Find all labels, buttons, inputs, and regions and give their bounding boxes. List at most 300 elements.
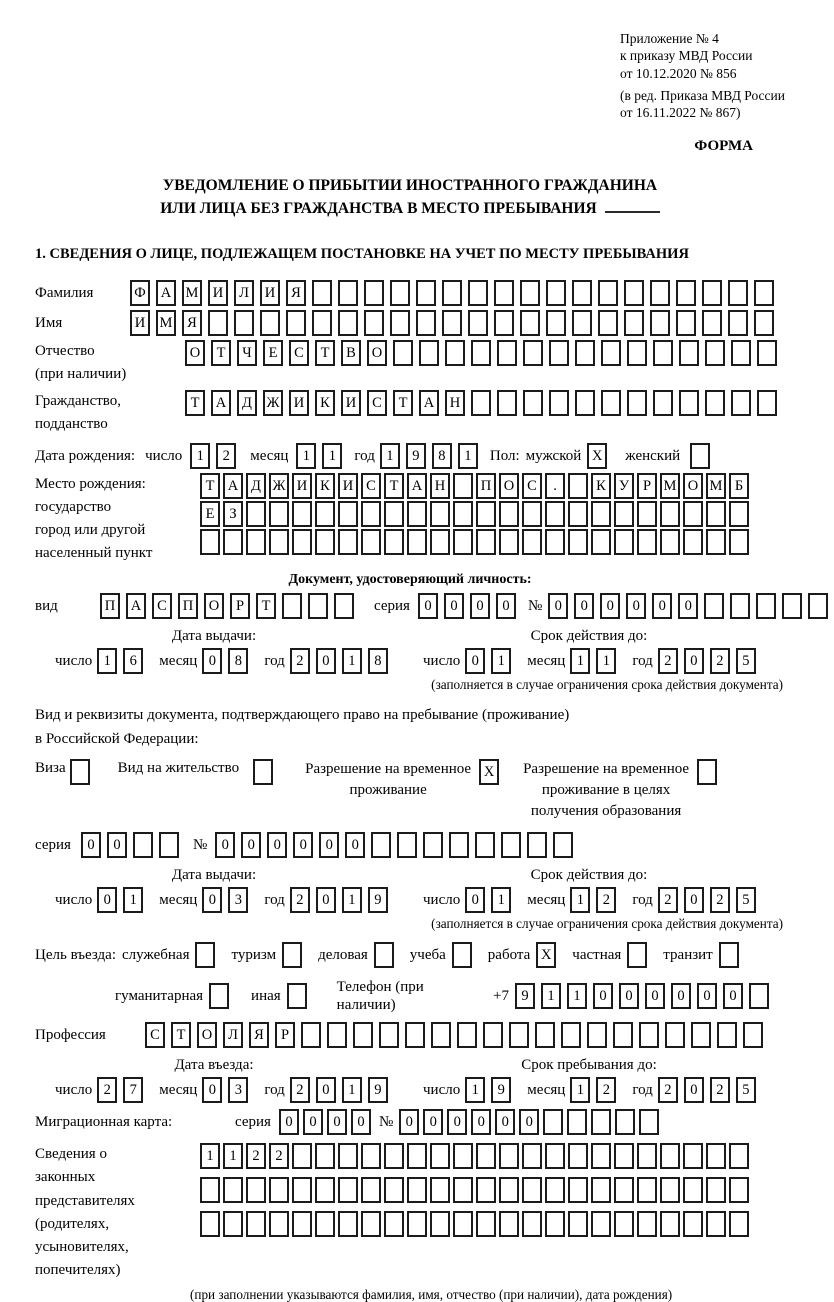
- cell[interactable]: 0: [316, 648, 336, 674]
- cell[interactable]: [223, 1177, 243, 1203]
- cell[interactable]: [717, 1022, 737, 1048]
- cell[interactable]: С: [152, 593, 172, 619]
- cell[interactable]: [499, 501, 519, 527]
- cell[interactable]: 1: [342, 648, 362, 674]
- cell[interactable]: [407, 501, 427, 527]
- cell[interactable]: 1: [458, 443, 478, 469]
- cell[interactable]: [442, 310, 462, 336]
- cell[interactable]: [312, 310, 332, 336]
- cell[interactable]: [676, 310, 696, 336]
- cell[interactable]: 2: [710, 1077, 730, 1103]
- cell[interactable]: [509, 1022, 529, 1048]
- purpose-tourism-checkbox[interactable]: [282, 942, 308, 968]
- cell[interactable]: [627, 942, 647, 968]
- cell[interactable]: [523, 340, 543, 366]
- cell[interactable]: Р: [637, 473, 657, 499]
- cell[interactable]: 0: [293, 832, 313, 858]
- gender-male-checkbox[interactable]: [587, 443, 613, 469]
- residence-permit-checkbox[interactable]: [253, 759, 279, 785]
- cell[interactable]: [312, 280, 332, 306]
- cell[interactable]: [545, 1143, 565, 1169]
- cell[interactable]: [405, 1022, 425, 1048]
- purpose-transit-checkbox[interactable]: [719, 942, 745, 968]
- cell[interactable]: 2: [216, 443, 236, 469]
- cell[interactable]: [749, 983, 769, 1009]
- cell[interactable]: [553, 832, 573, 858]
- cell[interactable]: [384, 1143, 404, 1169]
- cell[interactable]: 0: [107, 832, 127, 858]
- cell[interactable]: О: [204, 593, 224, 619]
- cell[interactable]: 0: [97, 887, 117, 913]
- cell[interactable]: 5: [736, 887, 756, 913]
- cell[interactable]: 1: [491, 648, 511, 674]
- cell[interactable]: [430, 1177, 450, 1203]
- cell[interactable]: [676, 280, 696, 306]
- cell[interactable]: X: [587, 443, 607, 469]
- cell[interactable]: [568, 1143, 588, 1169]
- cell[interactable]: [702, 310, 722, 336]
- purpose-business-checkbox[interactable]: [374, 942, 400, 968]
- cell[interactable]: 0: [645, 983, 665, 1009]
- cell[interactable]: [361, 1177, 381, 1203]
- cell[interactable]: Т: [200, 473, 220, 499]
- cell[interactable]: [260, 310, 280, 336]
- cell[interactable]: [397, 832, 417, 858]
- cell[interactable]: Е: [263, 340, 283, 366]
- cell[interactable]: [361, 1143, 381, 1169]
- cell[interactable]: И: [208, 280, 228, 306]
- cell[interactable]: [292, 529, 312, 555]
- cell[interactable]: [468, 310, 488, 336]
- cell[interactable]: [361, 1211, 381, 1237]
- cell[interactable]: О: [367, 340, 387, 366]
- cell[interactable]: К: [591, 473, 611, 499]
- cell[interactable]: 6: [123, 648, 143, 674]
- cell[interactable]: [353, 1022, 373, 1048]
- cell[interactable]: С: [361, 473, 381, 499]
- cell[interactable]: [561, 1022, 581, 1048]
- cell[interactable]: [601, 390, 621, 416]
- cell[interactable]: [195, 942, 215, 968]
- cell[interactable]: [754, 310, 774, 336]
- cell[interactable]: 5: [736, 648, 756, 674]
- cell[interactable]: Б: [729, 473, 749, 499]
- cell[interactable]: [568, 501, 588, 527]
- cell[interactable]: [453, 473, 473, 499]
- cell[interactable]: 0: [303, 1109, 323, 1135]
- cell[interactable]: 1: [380, 443, 400, 469]
- cell[interactable]: 1: [123, 887, 143, 913]
- cell[interactable]: 5: [736, 1077, 756, 1103]
- cell[interactable]: [522, 529, 542, 555]
- cell[interactable]: [637, 1143, 657, 1169]
- cell[interactable]: 9: [491, 1077, 511, 1103]
- cell[interactable]: 0: [202, 648, 222, 674]
- cell[interactable]: [568, 473, 588, 499]
- cell[interactable]: [591, 1109, 611, 1135]
- cell[interactable]: [499, 1177, 519, 1203]
- cell[interactable]: [430, 529, 450, 555]
- cell[interactable]: [315, 1143, 335, 1169]
- cell[interactable]: [523, 390, 543, 416]
- cell[interactable]: [679, 340, 699, 366]
- cell[interactable]: 2: [290, 1077, 310, 1103]
- cell[interactable]: А: [156, 280, 176, 306]
- cell[interactable]: 1: [570, 887, 590, 913]
- cell[interactable]: [471, 390, 491, 416]
- cell[interactable]: [567, 1109, 587, 1135]
- cell[interactable]: К: [315, 473, 335, 499]
- cell[interactable]: [364, 310, 384, 336]
- cell[interactable]: [660, 1143, 680, 1169]
- cell[interactable]: 0: [316, 887, 336, 913]
- cell[interactable]: Т: [393, 390, 413, 416]
- cell[interactable]: [282, 942, 302, 968]
- purpose-private-checkbox[interactable]: [627, 942, 653, 968]
- cell[interactable]: [627, 340, 647, 366]
- cell[interactable]: [615, 1109, 635, 1135]
- cell[interactable]: [431, 1022, 451, 1048]
- cell[interactable]: И: [260, 280, 280, 306]
- cell[interactable]: [546, 310, 566, 336]
- cell[interactable]: [691, 1022, 711, 1048]
- cell[interactable]: 3: [228, 887, 248, 913]
- cell[interactable]: [200, 1211, 220, 1237]
- cell[interactable]: [598, 310, 618, 336]
- cell[interactable]: [591, 1143, 611, 1169]
- cell[interactable]: В: [341, 340, 361, 366]
- cell[interactable]: [520, 280, 540, 306]
- cell[interactable]: 9: [368, 1077, 388, 1103]
- cell[interactable]: [453, 501, 473, 527]
- cell[interactable]: .: [545, 473, 565, 499]
- cell[interactable]: [476, 1143, 496, 1169]
- cell[interactable]: 0: [619, 983, 639, 1009]
- cell[interactable]: [384, 1211, 404, 1237]
- cell[interactable]: 2: [246, 1143, 266, 1169]
- cell[interactable]: [453, 1211, 473, 1237]
- cell[interactable]: С: [367, 390, 387, 416]
- cell[interactable]: [159, 832, 179, 858]
- cell[interactable]: У: [614, 473, 634, 499]
- cell[interactable]: [627, 390, 647, 416]
- cell[interactable]: [754, 280, 774, 306]
- cell[interactable]: 0: [626, 593, 646, 619]
- cell[interactable]: 0: [202, 887, 222, 913]
- cell[interactable]: [282, 593, 302, 619]
- cell[interactable]: И: [338, 473, 358, 499]
- cell[interactable]: [756, 593, 776, 619]
- cell[interactable]: [637, 1177, 657, 1203]
- cell[interactable]: Р: [230, 593, 250, 619]
- cell[interactable]: [757, 390, 777, 416]
- cell[interactable]: Л: [223, 1022, 243, 1048]
- cell[interactable]: [476, 1177, 496, 1203]
- cell[interactable]: П: [476, 473, 496, 499]
- cell[interactable]: 1: [541, 983, 561, 1009]
- temp-residence-education-checkbox[interactable]: [697, 759, 723, 785]
- cell[interactable]: С: [289, 340, 309, 366]
- cell[interactable]: [471, 340, 491, 366]
- cell[interactable]: [453, 529, 473, 555]
- purpose-work-checkbox[interactable]: [536, 942, 562, 968]
- cell[interactable]: [743, 1022, 763, 1048]
- cell[interactable]: М: [156, 310, 176, 336]
- cell[interactable]: [614, 501, 634, 527]
- cell[interactable]: [545, 1211, 565, 1237]
- cell[interactable]: [683, 1143, 703, 1169]
- cell[interactable]: И: [130, 310, 150, 336]
- cell[interactable]: [730, 593, 750, 619]
- cell[interactable]: [269, 501, 289, 527]
- cell[interactable]: 0: [319, 832, 339, 858]
- cell[interactable]: [476, 501, 496, 527]
- cell[interactable]: 0: [345, 832, 365, 858]
- cell[interactable]: [361, 501, 381, 527]
- cell[interactable]: [301, 1022, 321, 1048]
- cell[interactable]: Я: [249, 1022, 269, 1048]
- cell[interactable]: [575, 390, 595, 416]
- cell[interactable]: 2: [658, 1077, 678, 1103]
- cell[interactable]: [704, 593, 724, 619]
- cell[interactable]: Ж: [269, 473, 289, 499]
- cell[interactable]: [338, 280, 358, 306]
- cell[interactable]: [679, 390, 699, 416]
- cell[interactable]: [379, 1022, 399, 1048]
- cell[interactable]: С: [145, 1022, 165, 1048]
- cell[interactable]: 0: [316, 1077, 336, 1103]
- cell[interactable]: 0: [241, 832, 261, 858]
- cell[interactable]: [419, 340, 439, 366]
- cell[interactable]: 0: [723, 983, 743, 1009]
- cell[interactable]: Н: [445, 390, 465, 416]
- cell[interactable]: [407, 1143, 427, 1169]
- cell[interactable]: [683, 1211, 703, 1237]
- cell[interactable]: 0: [519, 1109, 539, 1135]
- cell[interactable]: [731, 390, 751, 416]
- cell[interactable]: [457, 1022, 477, 1048]
- cell[interactable]: 2: [269, 1143, 289, 1169]
- cell[interactable]: 0: [678, 593, 698, 619]
- cell[interactable]: [653, 390, 673, 416]
- cell[interactable]: Ч: [237, 340, 257, 366]
- cell[interactable]: [650, 280, 670, 306]
- cell[interactable]: [614, 1143, 634, 1169]
- purpose-other-checkbox[interactable]: [287, 983, 313, 1009]
- cell[interactable]: [543, 1109, 563, 1135]
- cell[interactable]: [575, 340, 595, 366]
- cell[interactable]: [719, 942, 739, 968]
- cell[interactable]: [697, 759, 717, 785]
- cell[interactable]: 0: [447, 1109, 467, 1135]
- cell[interactable]: [430, 501, 450, 527]
- cell[interactable]: [568, 529, 588, 555]
- cell[interactable]: [246, 1211, 266, 1237]
- cell[interactable]: И: [292, 473, 312, 499]
- cell[interactable]: [639, 1022, 659, 1048]
- cell[interactable]: 8: [228, 648, 248, 674]
- cell[interactable]: [292, 501, 312, 527]
- cell[interactable]: [364, 280, 384, 306]
- purpose-humanitarian-checkbox[interactable]: [209, 983, 235, 1009]
- cell[interactable]: 2: [710, 648, 730, 674]
- cell[interactable]: [246, 1177, 266, 1203]
- cell[interactable]: И: [289, 390, 309, 416]
- cell[interactable]: [499, 529, 519, 555]
- cell[interactable]: З: [223, 501, 243, 527]
- cell[interactable]: 0: [548, 593, 568, 619]
- cell[interactable]: [522, 501, 542, 527]
- cell[interactable]: 0: [593, 983, 613, 1009]
- cell[interactable]: [384, 1177, 404, 1203]
- cell[interactable]: 0: [465, 887, 485, 913]
- cell[interactable]: [338, 529, 358, 555]
- cell[interactable]: [200, 529, 220, 555]
- cell[interactable]: [614, 529, 634, 555]
- cell[interactable]: [269, 1211, 289, 1237]
- cell[interactable]: [728, 310, 748, 336]
- cell[interactable]: 1: [465, 1077, 485, 1103]
- cell[interactable]: [665, 1022, 685, 1048]
- cell[interactable]: [808, 593, 828, 619]
- cell[interactable]: 0: [399, 1109, 419, 1135]
- cell[interactable]: 1: [567, 983, 587, 1009]
- cell[interactable]: 1: [570, 1077, 590, 1103]
- cell[interactable]: [315, 501, 335, 527]
- cell[interactable]: Р: [275, 1022, 295, 1048]
- cell[interactable]: [200, 1177, 220, 1203]
- cell[interactable]: [334, 593, 354, 619]
- cell[interactable]: [614, 1177, 634, 1203]
- cell[interactable]: К: [315, 390, 335, 416]
- cell[interactable]: [416, 280, 436, 306]
- cell[interactable]: [614, 1211, 634, 1237]
- cell[interactable]: [442, 280, 462, 306]
- cell[interactable]: [445, 340, 465, 366]
- cell[interactable]: [449, 832, 469, 858]
- cell[interactable]: М: [182, 280, 202, 306]
- cell[interactable]: [782, 593, 802, 619]
- cell[interactable]: [407, 529, 427, 555]
- cell[interactable]: [292, 1143, 312, 1169]
- cell[interactable]: 1: [596, 648, 616, 674]
- cell[interactable]: [287, 983, 307, 1009]
- cell[interactable]: [522, 1143, 542, 1169]
- cell[interactable]: [501, 832, 521, 858]
- cell[interactable]: [371, 832, 391, 858]
- cell[interactable]: [637, 529, 657, 555]
- cell[interactable]: [706, 1211, 726, 1237]
- cell[interactable]: Т: [211, 340, 231, 366]
- cell[interactable]: [568, 1211, 588, 1237]
- cell[interactable]: [545, 529, 565, 555]
- cell[interactable]: 1: [342, 1077, 362, 1103]
- purpose-official-checkbox[interactable]: [195, 942, 221, 968]
- cell[interactable]: [683, 501, 703, 527]
- cell[interactable]: [453, 1177, 473, 1203]
- cell[interactable]: Т: [315, 340, 335, 366]
- cell[interactable]: [702, 280, 722, 306]
- cell[interactable]: Т: [256, 593, 276, 619]
- cell[interactable]: [292, 1211, 312, 1237]
- cell[interactable]: [568, 1177, 588, 1203]
- cell[interactable]: 9: [368, 887, 388, 913]
- cell[interactable]: [338, 1143, 358, 1169]
- cell[interactable]: М: [660, 473, 680, 499]
- cell[interactable]: 1: [296, 443, 316, 469]
- cell[interactable]: [497, 340, 517, 366]
- cell[interactable]: [338, 501, 358, 527]
- cell[interactable]: Ж: [263, 390, 283, 416]
- cell[interactable]: О: [499, 473, 519, 499]
- cell[interactable]: 1: [570, 648, 590, 674]
- cell[interactable]: Ф: [130, 280, 150, 306]
- cell[interactable]: 2: [290, 887, 310, 913]
- cell[interactable]: 3: [228, 1077, 248, 1103]
- cell[interactable]: [338, 1177, 358, 1203]
- cell[interactable]: 2: [658, 648, 678, 674]
- cell[interactable]: [315, 1177, 335, 1203]
- cell[interactable]: [690, 443, 710, 469]
- cell[interactable]: [706, 1177, 726, 1203]
- cell[interactable]: [650, 310, 670, 336]
- cell[interactable]: Я: [182, 310, 202, 336]
- cell[interactable]: [705, 390, 725, 416]
- cell[interactable]: Т: [171, 1022, 191, 1048]
- visa-checkbox[interactable]: [70, 759, 96, 785]
- cell[interactable]: 1: [342, 887, 362, 913]
- cell[interactable]: [653, 340, 673, 366]
- cell[interactable]: С: [522, 473, 542, 499]
- cell[interactable]: [223, 1211, 243, 1237]
- cell[interactable]: [390, 310, 410, 336]
- cell[interactable]: [729, 1211, 749, 1237]
- cell[interactable]: [639, 1109, 659, 1135]
- cell[interactable]: [705, 340, 725, 366]
- cell[interactable]: [315, 1211, 335, 1237]
- purpose-study-checkbox[interactable]: [452, 942, 478, 968]
- cell[interactable]: Т: [384, 473, 404, 499]
- cell[interactable]: [637, 501, 657, 527]
- cell[interactable]: [706, 529, 726, 555]
- cell[interactable]: А: [211, 390, 231, 416]
- cell[interactable]: А: [223, 473, 243, 499]
- cell[interactable]: 2: [97, 1077, 117, 1103]
- cell[interactable]: [660, 501, 680, 527]
- cell[interactable]: 0: [81, 832, 101, 858]
- cell[interactable]: [660, 1177, 680, 1203]
- cell[interactable]: Л: [234, 280, 254, 306]
- cell[interactable]: О: [683, 473, 703, 499]
- cell[interactable]: [209, 983, 229, 1009]
- cell[interactable]: [476, 529, 496, 555]
- cell[interactable]: [527, 832, 547, 858]
- cell[interactable]: П: [178, 593, 198, 619]
- cell[interactable]: [729, 501, 749, 527]
- cell[interactable]: [601, 340, 621, 366]
- cell[interactable]: [499, 1211, 519, 1237]
- cell[interactable]: [499, 1143, 519, 1169]
- cell[interactable]: [292, 1177, 312, 1203]
- cell[interactable]: Н: [430, 473, 450, 499]
- cell[interactable]: [468, 280, 488, 306]
- cell[interactable]: [253, 759, 273, 785]
- cell[interactable]: X: [479, 759, 499, 785]
- cell[interactable]: А: [407, 473, 427, 499]
- cell[interactable]: 0: [495, 1109, 515, 1135]
- cell[interactable]: [572, 280, 592, 306]
- cell[interactable]: [683, 529, 703, 555]
